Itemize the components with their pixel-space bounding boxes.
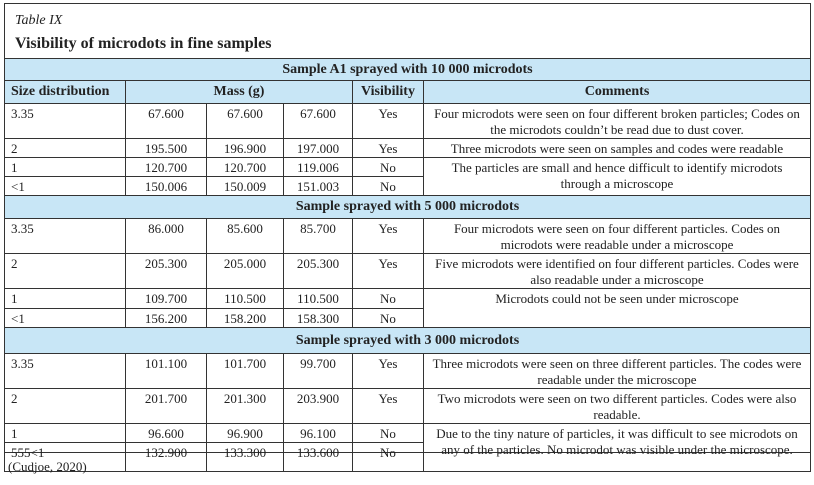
mass-cell: 205.300 [126, 254, 207, 289]
section-header [5, 196, 811, 219]
table-row [5, 139, 811, 158]
size-cell: 2 [5, 254, 126, 289]
comment-cell: The particles are small and hence difficult to identify microdots through a microscope [424, 158, 811, 196]
mass-cell: 150.006 [126, 177, 207, 196]
microdots-table [4, 58, 811, 472]
mass-cell: 101.100 [126, 354, 207, 389]
table-row [5, 104, 811, 139]
mass-cell: 67.600 [126, 104, 207, 139]
size-cell: 1 [5, 158, 126, 177]
table-row [5, 354, 811, 389]
header-mass: Mass (g) [126, 81, 353, 104]
comment-cell: Three microdots were seen on three different particles. The codes were readable under the microscope [424, 354, 811, 389]
mass-cell: 101.700 [207, 354, 284, 389]
mass-cell: 119.006 [284, 158, 353, 177]
mass-cell: 133.600 [284, 443, 353, 472]
size-cell: 3.35 [5, 219, 126, 254]
header-visibility: Visibility [353, 81, 424, 104]
mass-cell: 201.300 [207, 389, 284, 424]
mass-cell: 151.003 [284, 177, 353, 196]
header-size: Size distribution [5, 81, 126, 104]
mass-cell: 205.300 [284, 254, 353, 289]
section-header [5, 59, 811, 81]
mass-cell: 99.700 [284, 354, 353, 389]
mass-cell: 96.600 [126, 424, 207, 443]
size-cell: 2 [5, 389, 126, 424]
mass-cell: 196.900 [207, 139, 284, 158]
comment-cell: Three microdots were seen on samples and codes were readable [424, 139, 811, 158]
table-row [5, 389, 811, 424]
header-comments: Comments [424, 81, 811, 104]
section-title: Sample sprayed with 5 000 microdots [5, 196, 811, 219]
mass-cell: 158.200 [207, 309, 284, 328]
comment-cell: Microdots could not be seen under microscope [424, 289, 811, 328]
mass-cell: 195.500 [126, 139, 207, 158]
visibility-cell: Yes [353, 139, 424, 158]
size-cell: 3.35 [5, 104, 126, 139]
header-row [5, 81, 811, 104]
mass-cell: 203.900 [284, 389, 353, 424]
mass-cell: 158.300 [284, 309, 353, 328]
mass-cell: 67.600 [284, 104, 353, 139]
visibility-cell: Yes [353, 219, 424, 254]
table-row [5, 254, 811, 289]
visibility-cell: No [353, 289, 424, 309]
table-row [5, 219, 811, 254]
mass-cell: 110.500 [284, 289, 353, 309]
mass-cell: 120.700 [207, 158, 284, 177]
visibility-cell: Yes [353, 104, 424, 139]
mass-cell: 132.900 [126, 443, 207, 472]
mass-cell: 110.500 [207, 289, 284, 309]
visibility-cell: No [353, 158, 424, 177]
size-cell: 555<1 [5, 443, 126, 472]
mass-cell: 85.700 [284, 219, 353, 254]
section-header [5, 328, 811, 354]
size-cell: 3.35 [5, 354, 126, 389]
table-label: Table IX [15, 13, 63, 28]
mass-cell: 205.000 [207, 254, 284, 289]
mass-cell: 197.000 [284, 139, 353, 158]
mass-cell: 120.700 [126, 158, 207, 177]
mass-cell: 201.700 [126, 389, 207, 424]
mass-cell: 96.100 [284, 424, 353, 443]
comment-cell: Two microdots were seen on two different particles. Codes were also readable. [424, 389, 811, 424]
mass-cell: 86.000 [126, 219, 207, 254]
visibility-cell: No [353, 177, 424, 196]
visibility-cell: No [353, 443, 424, 472]
section-title: Sample sprayed with 3 000 microdots [5, 328, 811, 354]
mass-cell: 96.900 [207, 424, 284, 443]
table-row [5, 158, 811, 177]
size-cell: <1 [5, 177, 126, 196]
mass-cell: 109.700 [126, 289, 207, 309]
citation: (Cudjoe, 2020) [8, 459, 87, 474]
mass-cell: 156.200 [126, 309, 207, 328]
visibility-cell: Yes [353, 254, 424, 289]
mass-cell: 150.009 [207, 177, 284, 196]
size-cell: 2 [5, 139, 126, 158]
size-cell: 1 [5, 289, 126, 309]
visibility-cell: Yes [353, 389, 424, 424]
size-cell: 1 [5, 424, 126, 443]
size-cell: <1 [5, 309, 126, 328]
comment-cell: Five microdots were identified on four different particles. Codes were also readable under a microscope [424, 254, 811, 289]
table-row [5, 289, 811, 309]
comment-cell: Due to the tiny nature of particles, it was difficult to see microdots on any of the particles. No microdot was visible under the microscope. [424, 424, 811, 472]
comment-cell: Four microdots were seen on four different broken particles; Codes on the microdots couldn’t be read due to dust cover. [424, 104, 811, 139]
visibility-cell: Yes [353, 354, 424, 389]
mass-cell: 67.600 [207, 104, 284, 139]
visibility-cell: No [353, 309, 424, 328]
comment-cell: Four microdots were seen on four different particles. Codes on microdots were readable under a microscope [424, 219, 811, 254]
section-title: Sample A1 sprayed with 10 000 microdots [5, 59, 811, 81]
mass-cell: 133.300 [207, 443, 284, 472]
mass-cell: 85.600 [207, 219, 284, 254]
table-row [5, 424, 811, 443]
visibility-cell: No [353, 424, 424, 443]
table-title: Visibility of microdots in fine samples [15, 35, 272, 52]
